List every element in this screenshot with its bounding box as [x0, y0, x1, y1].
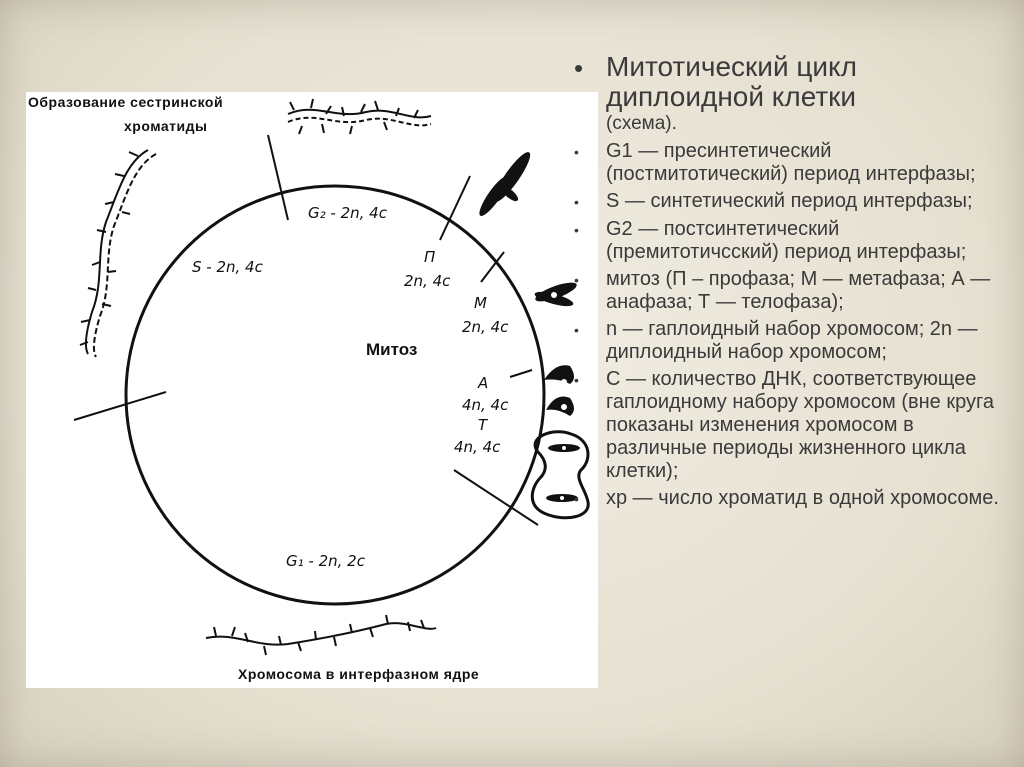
chromatid-left-icon	[80, 150, 156, 357]
bullet-text: митоз (П – профаза; М — метафаза; А — анафаза; Т — телофаза);	[606, 268, 991, 313]
bullet-dot: •	[574, 194, 579, 210]
bullet-text: S — синтетический период интерфазы;	[606, 190, 973, 212]
bullet-dot: •	[574, 372, 579, 388]
title-bullet	[566, 52, 1006, 136]
bullet-text: С — количество ДНК, соответствующее гаплоидному набору хромосом (вне круга показаны изменения хромосом в различные периоды жизненного цикла клетки);	[606, 368, 994, 482]
cell-cycle-circle	[126, 186, 544, 604]
label-anaphase-value: 4n, 4c	[462, 396, 509, 414]
diagram-drawing	[26, 92, 598, 688]
label-anaphase: А	[478, 374, 489, 392]
list-item	[566, 190, 1006, 214]
prophase-chromosome-icon	[475, 148, 535, 219]
bullet-text: n — гаплоидный набор хромосом; 2n — диплоидный набор хромосом;	[606, 318, 978, 363]
bullet-dot: •	[574, 272, 579, 288]
bullet-dot: •	[574, 144, 579, 160]
boundary-g2-s	[268, 135, 288, 220]
caption-sister-chromatid: Образование сестринской	[28, 94, 224, 110]
title-sub: (схема).	[606, 113, 677, 134]
bullet-dot: •	[574, 222, 579, 238]
list-item	[566, 368, 1006, 483]
description-panel	[566, 52, 1006, 752]
center-label-mitosis: Митоз	[366, 340, 418, 359]
label-g1: G₁ - 2n, 2c	[286, 552, 365, 570]
bullet-text: G2 — постсинтетический (премитотичсский) период интерфазы;	[606, 218, 967, 263]
caption-interphase-chromosome: Хромосома в интерфазном ядре	[238, 666, 480, 682]
label-prophase-value: 2n, 4c	[404, 272, 451, 290]
label-telophase: Т	[478, 416, 488, 434]
label-s: S - 2n, 4c	[192, 258, 263, 276]
title-line2: диплоидной клетки	[606, 81, 857, 112]
title-line1: Митотический цикл	[606, 51, 857, 82]
mitotic-cycle-diagram	[26, 92, 598, 688]
list-item	[566, 318, 1006, 364]
bullet-dot: •	[574, 322, 579, 338]
caption-sister-chromatid-line2: хроматиды	[124, 118, 208, 134]
bullet-text: G1 — пресинтетический (постмитотический) период интерфазы;	[606, 140, 976, 185]
list-item	[566, 140, 1006, 186]
boundary-s-g1	[74, 392, 166, 420]
chromatid-top-icon	[288, 99, 431, 134]
label-telophase-value: 4n, 4c	[454, 438, 501, 456]
boundary-m-a	[510, 370, 532, 377]
interphase-chromosome-icon	[206, 615, 436, 655]
label-metaphase: М	[474, 294, 487, 312]
bullet-dot: •	[574, 491, 579, 507]
list-item	[566, 218, 1006, 264]
label-g2: G₂ - 2n, 4c	[308, 204, 387, 222]
list-item	[566, 268, 1006, 314]
label-metaphase-value: 2n, 4c	[462, 318, 509, 336]
bullet-text: хр — число хроматид в одной хромосоме.	[606, 487, 999, 509]
bullet-dot: •	[574, 53, 584, 83]
list-item	[566, 487, 1006, 511]
label-prophase: П	[424, 248, 436, 266]
